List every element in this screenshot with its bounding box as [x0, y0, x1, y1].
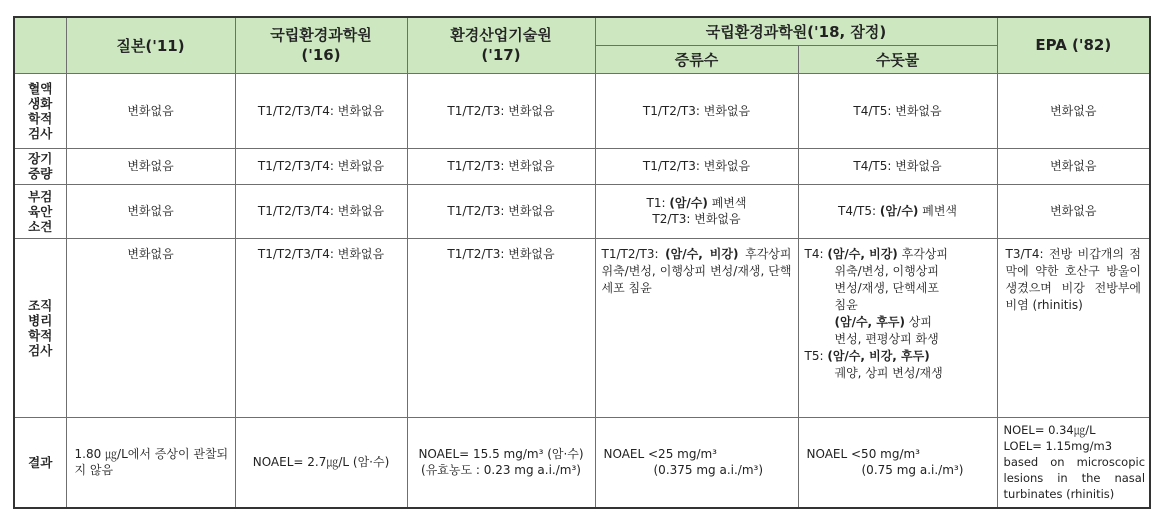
cell-value: 변화없음 [997, 148, 1150, 184]
cell-line [805, 314, 993, 331]
cell-text: 후각상피 위축/변성, 이행상피 변성/재생, 단핵세포 침윤 [601, 246, 792, 295]
cell-value: T1/T2/T3: 변화없음 [595, 73, 798, 148]
cell-value: T1/T2/T3: 변화없음 [407, 238, 595, 417]
table-row [14, 148, 1150, 184]
cell-line: NOAEL <25 mg/m³ [603, 447, 717, 462]
cell-line: 침윤 [834, 297, 858, 312]
cell-line [805, 348, 993, 365]
cell-text: 상피 [904, 314, 932, 329]
cell-bold-text: (암/수, 비강, 후두) [827, 348, 930, 363]
cell-value [595, 417, 798, 508]
cell-value: T4/T5: 변화없음 [798, 73, 997, 148]
cell-value: 변화없음 [997, 73, 1150, 148]
cell-value [798, 417, 997, 508]
cell-bold-text: (암/수, 후두) [834, 314, 905, 329]
cell-line: 변성, 편평상피 화생 [834, 331, 939, 346]
cell-text: 폐변색 [707, 196, 747, 210]
header-keiti-name: 환경산업기술원 [450, 26, 552, 45]
cell-line: based on microscopic lesions in the nasal turbinates (rhinitis) [1003, 455, 1146, 502]
cell-line: T2/T3: 변화없음 [652, 212, 741, 226]
table-row [14, 417, 1150, 508]
cell-value [997, 417, 1150, 508]
cell-value: NOAEL= 2.7㎍/L (암·수) [235, 417, 407, 508]
cell-text: T4/T5: [838, 204, 880, 218]
cell-value: 변화없음 [66, 238, 235, 417]
cell-value: 변화없음 [66, 73, 235, 148]
cell-line: (0.375 mg a.i./m³) [653, 463, 764, 478]
table-row [14, 184, 1150, 238]
header-nier16-year: ('16) [301, 46, 341, 65]
cell-value: T1/T2/T3: 변화없음 [407, 184, 595, 238]
cell-line [805, 246, 993, 263]
cell-bold-text: (암/수, 비강) [827, 246, 898, 261]
row-label-histopathology: 조직 병리 학적 검사 [14, 238, 66, 417]
cell-text: T4: [804, 246, 828, 261]
cell-line: NOEL= 0.34㎍/L [1003, 423, 1096, 438]
cell-line: NOAEL= 15.5 mg/m³ (암·수) [418, 447, 584, 462]
cell-line [600, 195, 794, 211]
subheader-distilled-water: 증류수 [595, 45, 798, 73]
table-row [14, 238, 1150, 417]
cell-line: (유효농도 : 0.23 mg a.i./m³) [421, 463, 581, 478]
cell-line: NOAEL <50 mg/m³ [806, 447, 920, 462]
cell-value: T1/T2/T3: 변화없음 [407, 148, 595, 184]
cell-value: 1.80 ㎍/L에서 증상이 관찰되지 않음 [66, 417, 235, 508]
cell-value [798, 184, 997, 238]
header-nier16-name: 국립환경과학원 [270, 26, 372, 45]
cell-line: LOEL= 1.15mg/m3 [1003, 439, 1113, 454]
toxicity-comparison-table [13, 16, 1151, 509]
subheader-tap-water: 수돗물 [798, 45, 997, 73]
table-wrapper [13, 16, 1151, 509]
header-jilbon: 질본('11) [66, 17, 235, 73]
cell-line: (0.75 mg a.i./m³) [861, 463, 964, 478]
cell-text: T5: [804, 348, 828, 363]
cell-text: 폐변색 [918, 204, 957, 218]
cell-bold-text: (암/수, 비강) [665, 246, 739, 261]
cell-value: 변화없음 [997, 184, 1150, 238]
cell-text: T1: [646, 196, 670, 210]
cell-value: T4/T5: 변화없음 [798, 148, 997, 184]
cell-value: T1/T2/T3/T4: 변화없음 [235, 73, 407, 148]
header-corner [14, 17, 66, 73]
cell-value [407, 417, 595, 508]
cell-text: 후각상피 [897, 246, 948, 261]
row-label-blood-biochem: 혈액 생화 학적 검사 [14, 73, 66, 148]
header-epa: EPA ('82) [997, 17, 1150, 73]
cell-text: T1/T2/T3: [601, 246, 666, 261]
row-label-organ-weight: 장기 중량 [14, 148, 66, 184]
cell-bold-text: (암/수) [879, 204, 919, 218]
header-keiti [407, 17, 595, 73]
cell-value: T1/T2/T3/T4: 변화없음 [235, 238, 407, 417]
header-nier18: 국립환경과학원('18, 잠정) [595, 17, 997, 45]
cell-line: 변성/재생, 단핵세포 [834, 280, 939, 295]
cell-line: 위축/변성, 이행상피 [834, 263, 939, 278]
cell-value: 변화없음 [66, 148, 235, 184]
header-nier16 [235, 17, 407, 73]
cell-value: 변화없음 [66, 184, 235, 238]
cell-value: T1/T2/T3: 변화없음 [595, 148, 798, 184]
row-label-result: 결과 [14, 417, 66, 508]
table-row [14, 73, 1150, 148]
cell-value: T1/T2/T3/T4: 변화없음 [235, 148, 407, 184]
cell-value: T1/T2/T3: 변화없음 [407, 73, 595, 148]
row-label-autopsy: 부검 육안 소견 [14, 184, 66, 238]
cell-value [595, 184, 798, 238]
cell-value [798, 238, 997, 417]
cell-value: T1/T2/T3/T4: 변화없음 [235, 184, 407, 238]
cell-value: T3/T4: 전방 비갑개의 점막에 약한 호산구 방울이 생겼으며 비강 전방부에 비염 (rhinitis) [997, 238, 1150, 417]
cell-line: 궤양, 상피 변성/재생 [834, 365, 943, 380]
header-keiti-year: ('17) [481, 46, 521, 65]
cell-value [595, 238, 798, 417]
cell-bold-text: (암/수) [669, 196, 708, 210]
